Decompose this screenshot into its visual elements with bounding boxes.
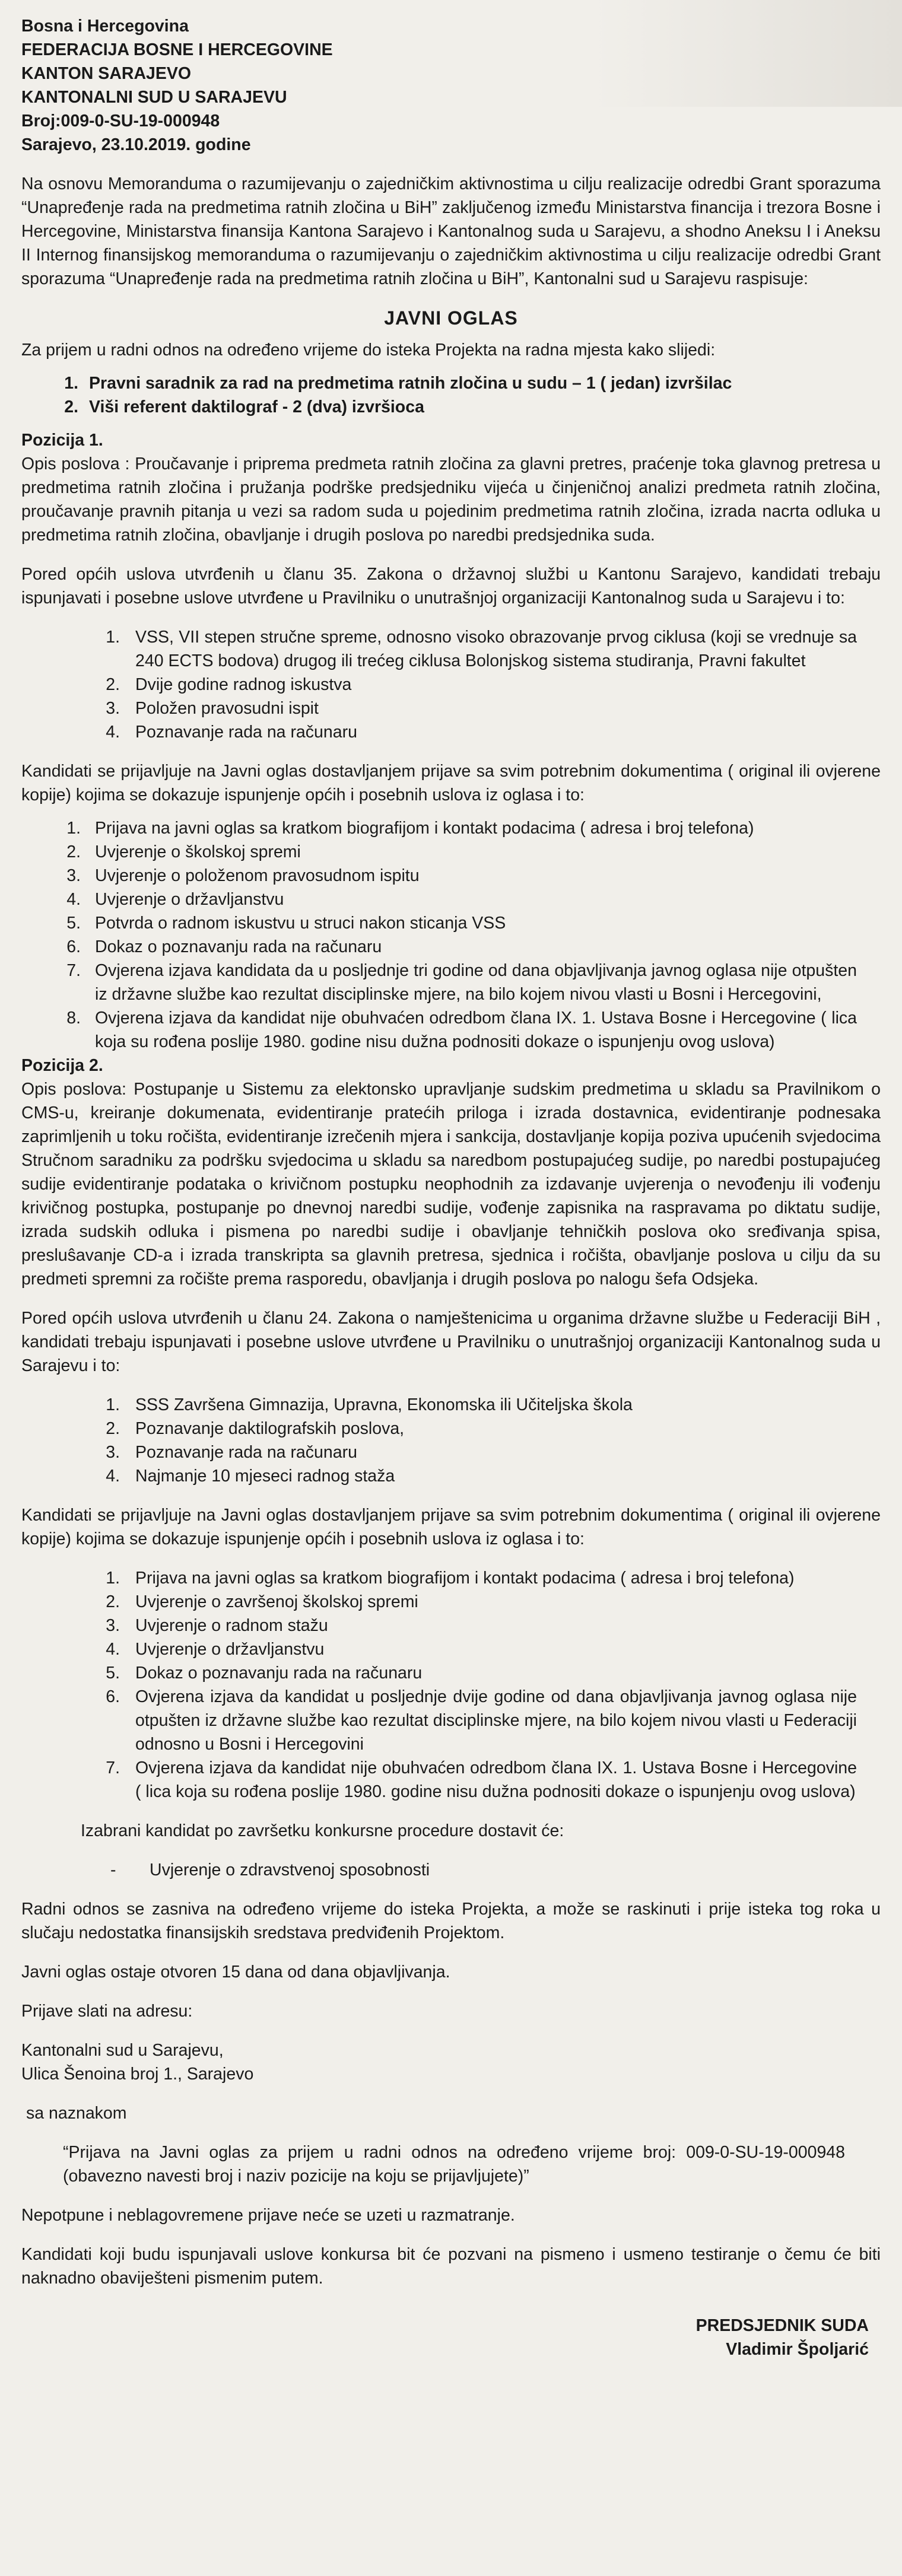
list-text: Uvjerenje o državljanstvu (95, 890, 284, 909)
selected-candidate-intro: Izabrani kandidat po završetku konkursne procedure dostavit će: (81, 1821, 564, 1840)
position-1-description: Opis poslova : Proučavanje i priprema predmeta ratnih zločina za glavni pretres, praćenje toka glavnog pretresa u predmetima ratnih zločina i pružanja podrške predsjedniku vijeća u činjeničnoj analizi predmeta ratnih zločina, proučavanje pravnih pitanja u vezi sa radom suda u pojedinim predmetima ratnih zločina, izrada nacrta odluka u predmetima ratnih zločina, obavljanje i drugih poslova po naredbi predsjednika suda. (21, 454, 881, 545)
list-item (96, 1661, 857, 1685)
list-item (57, 816, 857, 840)
list-number: 5. (106, 1664, 120, 1683)
header-federation: FEDERACIJA BOSNE I HERCEGOVINE (21, 40, 333, 59)
testing-note: Kandidati koji budu ispunjavali uslove konkursa bit će pozvani na pismeno i usmeno testiranje o čemu će biti naknadno obaviješteni pismenim putem. (21, 2245, 881, 2288)
list-item (96, 1590, 857, 1614)
list-item (57, 840, 857, 864)
position-2-documents-intro: Kandidati se prijavljuje na Javni oglas dostavljanjem prijave sa svim potrebnim dokumentima ( original ili ovjerene kopije) kojima se dokazuje ispunjenje općih i posebnih uslova iz oglasa i to: (21, 1506, 881, 1548)
dash-marker: - (110, 1861, 116, 1879)
list-number: 2. (106, 1592, 120, 1611)
list-item (96, 1566, 857, 1590)
list-text: Poznavanje rada na računaru (135, 723, 357, 742)
position-2-conditions-list (96, 1393, 857, 1488)
list-text: Najmanje 10 mjeseci radnog staža (135, 1467, 395, 1486)
list-item (96, 720, 857, 744)
list-number: 4. (106, 1640, 120, 1659)
list-number: 2. (64, 397, 78, 416)
list-number: 3. (106, 699, 120, 718)
signature-role: PREDSJEDNIK SUDA (695, 2316, 869, 2335)
list-item (96, 1464, 857, 1488)
position-2-heading: Pozicija 2. (21, 1056, 103, 1075)
list-number: 4. (106, 1467, 120, 1486)
header-reference-number: Broj:009-0-SU-19-000948 (21, 112, 220, 131)
list-number: 1. (106, 1395, 120, 1414)
intro-paragraph: Na osnovu Memoranduma o razumijevanju o zajedničkim aktivnostima u cilju realizacije odredbi Grant sporazuma “Unapređenje rada na predmetima ratnih zločina u BiH” zaključenog između Ministarstva financija i trezora Bosne i Hercegovine, Ministarstva finansija Kantona Sarajevo i Kantonalnog suda u Sarajevu, a shodno Aneksu I i Aneksu II Internog finansijskog memoranduma o razumijevanju o zajedničkim aktivnostima u cilju realizacije odredbi Grant sporazuma “Unapređenje rada na predmetima ratnih zločina u BiH”, Kantonalni sud u Sarajevu raspisuje: (21, 174, 881, 288)
list-item (96, 697, 857, 720)
list-number: 7. (106, 1758, 120, 1777)
position-1-conditions-list (96, 625, 857, 744)
header-court: KANTONALNI SUD U SARAJEVU (21, 88, 287, 107)
list-number: 2. (66, 842, 81, 861)
list-text: SSS Završena Gimnazija, Upravna, Ekonomska ili Učiteljska škola (135, 1395, 633, 1414)
list-number: 5. (66, 914, 81, 933)
list-item (96, 1440, 857, 1464)
position-item (57, 395, 881, 419)
list-item (57, 911, 857, 935)
list-number: 7. (66, 961, 81, 980)
list-number: 3. (66, 866, 81, 885)
list-item (96, 1685, 857, 1756)
header-date: Sarajevo, 23.10.2019. godine (21, 135, 251, 154)
open-period: Javni oglas ostaje otvoren 15 dana od dana objavljivanja. (21, 1963, 450, 1982)
list-item (96, 1393, 857, 1417)
list-number: 4. (106, 723, 120, 742)
list-item (57, 935, 857, 959)
position-1-documents-list (57, 816, 857, 1054)
list-number: 2. (106, 675, 120, 694)
position-2-documents-list (96, 1566, 857, 1804)
list-text: Položen pravosudni ispit (135, 699, 319, 718)
list-text: Ovjerena izjava da kandidat u posljednje dvije godine od dana objavljivanja javnog oglasa nije otpušten iz državne službe kao rezultat disciplinske mjere, na bilo kojem nivou vlasti u Federaciji odnosno u Bosni i Hercegovini (135, 1687, 857, 1754)
position-1-heading: Pozicija 1. (21, 431, 103, 450)
list-text: Uvjerenje o završenoj školskoj spremi (135, 1592, 418, 1611)
list-item (96, 1614, 857, 1637)
list-text: Uvjerenje o školskoj spremi (95, 842, 301, 861)
list-number: 1. (66, 819, 81, 838)
list-number: 2. (106, 1419, 120, 1438)
header-canton: KANTON SARAJEVO (21, 64, 192, 83)
list-number: 1. (106, 1569, 120, 1588)
list-text: Dokaz o poznavanju rada na računaru (95, 937, 382, 956)
list-text: Uvjerenje o položenom pravosudnom ispitu (95, 866, 420, 885)
list-item (96, 1756, 857, 1804)
list-number: 6. (106, 1687, 120, 1706)
list-number: 1. (64, 374, 78, 393)
list-item (96, 1417, 857, 1440)
list-text: Poznavanje rada na računaru (135, 1443, 357, 1462)
send-applications-label: Prijave slati na adresu: (21, 2002, 193, 2021)
position-1-conditions-intro: Pored općih uslova utvrđenih u članu 35. Zakona o državnoj službi u Kantonu Sarajevo, kandidati trebaju ispunjavati i posebne uslove utvrđene u Pravilniku o unutrašnjoj organizaciji Kantonalnog suda u Sarajevu i to: (21, 565, 881, 608)
list-item (57, 888, 857, 911)
list-number: 4. (66, 890, 81, 909)
application-note-quote: “Prijava na Javni oglas za prijem u radni odnos na određeno vrijeme broj: 009-0-SU-19-000948 (obavezno navesti broj i naziv pozicije na koju se prijavljujete)” (63, 2143, 845, 2186)
address-line: Ulica Šenoina broj 1., Sarajevo (21, 2065, 254, 2084)
list-number: 6. (66, 937, 81, 956)
court-address (21, 2038, 881, 2086)
list-text: VSS, VII stepen stručne spreme, odnosno visoko obrazovanje prvog ciklusa (koji se vrednuje sa 240 ECTS bodova) drugog ili trećeg ciklusa Bolonjskog sistema studiranja, Pravni fakultet (135, 628, 857, 670)
list-text: Dokaz o poznavanju rada na računaru (135, 1664, 423, 1683)
list-number: 3. (106, 1616, 120, 1635)
list-number: 1. (106, 628, 120, 647)
selected-candidate-item (110, 1858, 881, 1882)
list-text: Prijava na javni oglas sa kratkom biografijom i kontakt podacima ( adresa i broj telefona) (95, 819, 754, 838)
selected-candidate-text: Uvjerenje o zdravstvenoj sposobnosti (150, 1861, 430, 1879)
list-text: Ovjerena izjava da kandidat nije obuhvaćen odredbom člana IX. 1. Ustava Bosne i Hercegovine ( lica koja su rođena poslije 1980. godine nisu dužna podnositi dokaze o ispunjenju ovog uslova) (135, 1758, 857, 1801)
notice-title: JAVNI OGLAS (384, 307, 518, 329)
list-text: Potvrda o radnom iskustvu u struci nakon sticanja VSS (95, 914, 506, 933)
position-1-documents-intro: Kandidati se prijavljuje na Javni oglas dostavljanjem prijave sa svim potrebnim dokumentima ( original ili ovjerene kopije) kojima se dokazuje ispunjenje općih i posebnih uslova iz oglasa i to: (21, 762, 881, 804)
list-item (57, 959, 857, 1006)
position-text: Viši referent daktilograf - 2 (dva) izvršioca (89, 397, 424, 416)
header-country: Bosna i Hercegovina (21, 17, 189, 36)
list-text: Uvjerenje o državljanstvu (135, 1640, 325, 1659)
list-text: Dvije godine radnog iskustva (135, 675, 352, 694)
employment-duration: Radni odnos se zasniva na određeno vrijeme do isteka Projekta, a može se raskinuti i prije isteka tog roka u slučaju nedostatka finansijskih sredstava predviđenih Projektom. (21, 1900, 881, 1942)
list-text: Ovjerena izjava kandidata da u posljednje tri godine od dana objavljivanja javnog oglasa nije otpušten iz državne službe kao rezultat disciplinske mjere, na bilo kojem nivou vlasti u Bosni i Hercegovini, (95, 961, 857, 1004)
list-item (96, 673, 857, 697)
position-2-description: Opis poslova: Postupanje u Sistemu za elektonsko upravljanje sudskim predmetima u skladu sa Pravilnikom o CMS-u, kreiranje dokumenata, evidentiranje pratećih priloga i izrada dostavnica, evidentiranje podnesaka zaprimljenih u toku ročišta, evidentiranje izrečenih mjera i sankcija, dostavljanje kopija poziva upućenih svjedocima Stručnom saradniku za podršku svjedocima u skladu sa naredbom postupajućeg sudije, po naredbi postupajućeg sudije evidentiranje podataka o krivičnom postupku neophodnih za izdavanje uvjerenja o nevođenju ili vođenju krivičnog postupka, postupanje po dnevnoj naredbi sudije, vođenje zapisnika na raspravama po diktatu sudije, izrada sudskih odluka i pismena po naredbi sudije i obavljanje tehničkih poslova oko sređivanja spisa, presluŝavanje CD-a i izrada transkripta sa glavnih pretresa, sjednica i ročišta, obavljanje poslova u cilju da su predmeti spremni za ročište prema rasporedu, obavljanja i drugih poslova po nalogu šefa Odsjeka. (21, 1080, 881, 1289)
list-text: Poznavanje daktilografskih poslova, (135, 1419, 405, 1438)
notice-subtitle: Za prijem u radni odnos na određeno vrijeme do isteka Projekta na radna mjesta kako slijedi: (21, 341, 716, 360)
list-item (57, 1006, 857, 1054)
positions-list (57, 371, 881, 419)
list-number: 3. (106, 1443, 120, 1462)
position-2-conditions-intro: Pored općih uslova utvrđenih u članu 24. Zakona o namještenicima u organima državne službe u Federaciji BiH , kandidati trebaju ispunjavati i posebne uslove utvrđene u Pravilniku o unutrašnjoj organizaciji Kantonalnog suda u Sarajevu i to: (21, 1309, 881, 1375)
list-text: Ovjerena izjava da kandidat nije obuhvaćen odredbom člana IX. 1. Ustava Bosne i Hercegovine ( lica koja su rođena poslije 1980. godine nisu dužna podnositi dokaze o ispunjenju ovog uslova) (95, 1009, 857, 1051)
list-item (57, 864, 857, 888)
list-text: Uvjerenje o radnom stažu (135, 1616, 328, 1635)
list-item (96, 625, 857, 673)
list-number: 8. (66, 1009, 81, 1028)
address-line: Kantonalni sud u Sarajevu, (21, 2041, 224, 2060)
signature-block (21, 2314, 881, 2361)
list-text: Prijava na javni oglas sa kratkom biografijom i kontakt podacima ( adresa i broj telefona) (135, 1569, 795, 1588)
list-item (96, 1637, 857, 1661)
document-header (21, 14, 881, 157)
position-text: Pravni saradnik za rad na predmetima ratnih zločina u sudu – 1 ( jedan) izvršilac (89, 374, 732, 393)
with-note-label: sa naznakom (26, 2104, 127, 2123)
incomplete-applications-note: Nepotpune i neblagovremene prijave neće se uzeti u razmatranje. (21, 2206, 515, 2225)
position-item (57, 371, 881, 395)
signature-name: Vladimir Špoljarić (726, 2340, 869, 2359)
